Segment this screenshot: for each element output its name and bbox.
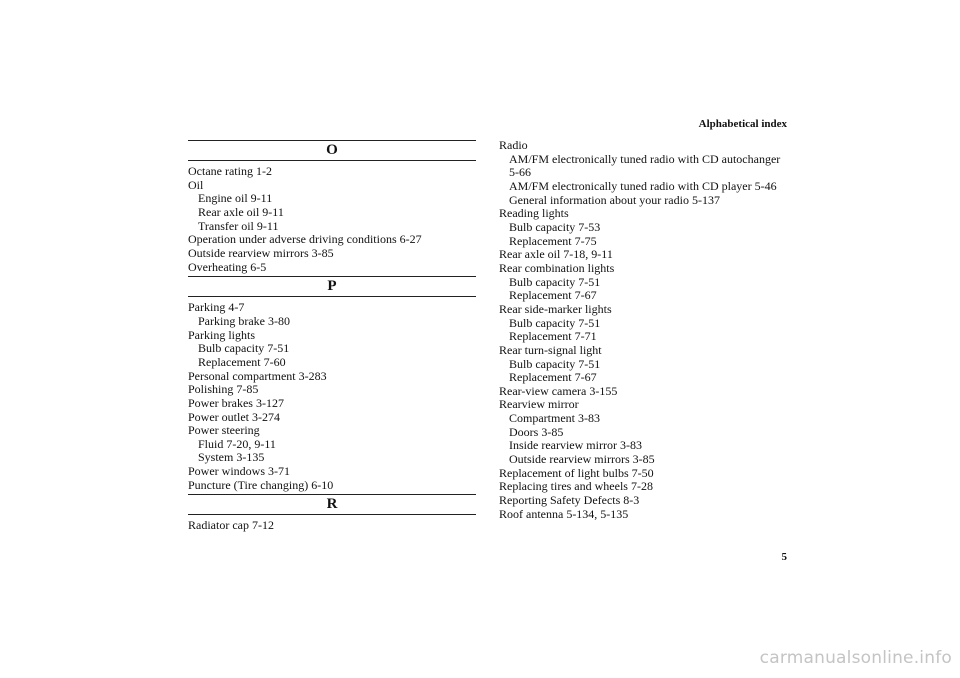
index-entry: Rear combination lights	[499, 260, 615, 275]
index-subentry: AM/FM electronically tuned radio with CD player 5-46	[509, 178, 777, 193]
index-entry: Rear axle oil 7-18, 9-11	[499, 247, 613, 262]
index-entry: Parking 4-7	[188, 300, 245, 315]
index-column-left	[188, 139, 476, 533]
index-entry: Polishing 7-85	[188, 382, 259, 397]
index-subentry: Replacement 7-67	[509, 370, 597, 385]
index-entry: Rear-view camera 3-155	[499, 383, 618, 398]
section-heading-o: O	[188, 140, 476, 161]
index-subentry: Bulb capacity 7-51	[198, 341, 290, 356]
index-subentry: Fluid 7-20, 9-11	[198, 436, 276, 451]
index-entry: Operation under adverse driving conditions 6-27	[188, 232, 422, 247]
index-entry: Rear turn-signal light	[499, 342, 602, 357]
index-subentry: Bulb capacity 7-51	[509, 315, 601, 330]
watermark: carmanualsonline.info	[759, 648, 952, 668]
index-subentry: Bulb capacity 7-53	[509, 219, 601, 234]
index-subentry: System 3-135	[198, 450, 265, 465]
index-entry: Power steering	[188, 423, 260, 438]
index-subentry: Parking brake 3-80	[198, 313, 290, 328]
index-entry: Power outlet 3-274	[188, 409, 280, 424]
index-entry: Radio	[499, 138, 528, 152]
index-entry: Personal compartment 3-283	[188, 368, 327, 383]
index-entry: Puncture (Tire changing) 6-10	[188, 477, 334, 492]
index-subentry: Inside rearview mirror 3-83	[509, 438, 642, 453]
index-entry: Parking lights	[188, 327, 256, 342]
index-entry: Radiator cap 7-12	[188, 518, 274, 533]
index-entry: Octane rating 1-2	[188, 164, 272, 178]
index-entry: Rearview mirror	[499, 397, 579, 412]
index-entry: Outside rearview mirrors 3-85	[188, 245, 334, 260]
page-header-title: Alphabetical index	[698, 118, 787, 130]
index-subentry: Rear axle oil 9-11	[198, 204, 284, 219]
index-subentry: Transfer oil 9-11	[198, 218, 279, 233]
index-entry: Overheating 6-5	[188, 259, 267, 274]
index-subentry: Bulb capacity 7-51	[509, 274, 601, 289]
index-subentry: Compartment 3-83	[509, 411, 600, 426]
index-subentry: Replacement 7-60	[198, 354, 286, 369]
index-entry: Rear side-marker lights	[499, 301, 612, 316]
index-subentry: Bulb capacity 7-51	[509, 356, 601, 371]
page-number: 5	[781, 551, 787, 563]
index-entry: Power brakes 3-127	[188, 395, 284, 410]
index-entry: Power windows 3-71	[188, 464, 290, 479]
index-subentry: AM/FM electronically tuned radio with CD autochanger 5-66	[509, 151, 781, 180]
section-heading-p: P	[188, 276, 476, 297]
index-entry: Reading lights	[499, 206, 569, 221]
index-subentry: Replacement 7-75	[509, 233, 597, 248]
index-subentry: Doors 3-85	[509, 424, 564, 439]
index-entry: Reporting Safety Defects 8-3	[499, 493, 640, 508]
index-entry: Replacement of light bulbs 7-50	[499, 465, 654, 480]
index-subentry: Replacement 7-71	[509, 329, 597, 344]
index-column-right	[499, 139, 789, 521]
index-subentry: General information about your radio 5-137	[509, 192, 720, 207]
index-entry: Roof antenna 5-134, 5-135	[499, 506, 629, 521]
index-entry: Replacing tires and wheels 7-28	[499, 479, 653, 494]
index-subentry: Engine oil 9-11	[198, 191, 273, 206]
index-subentry: Replacement 7-67	[509, 288, 597, 303]
section-heading-r: R	[188, 494, 476, 515]
index-subentry: Outside rearview mirrors 3-85	[509, 452, 655, 467]
index-entry: Oil	[188, 177, 204, 192]
